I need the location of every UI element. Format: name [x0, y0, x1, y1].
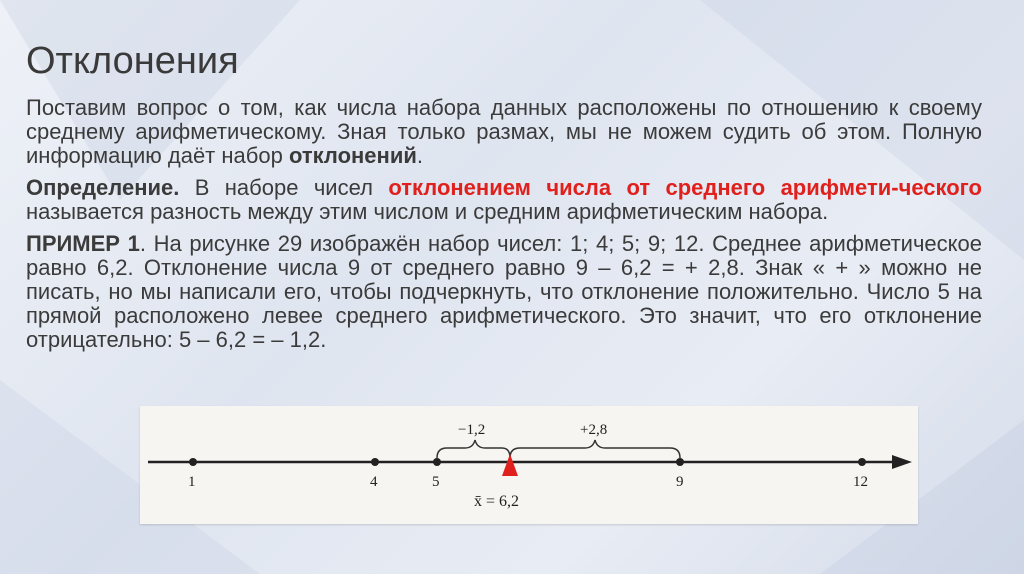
number-line-figure: [140, 406, 918, 524]
paragraph-definition: [26, 176, 982, 224]
point-label-5: 5: [432, 474, 440, 490]
point-9: [676, 458, 684, 490]
intro-bold-term: отклонений: [288, 143, 417, 168]
number-line-svg: [140, 406, 918, 524]
point-label-12: 12: [853, 474, 868, 490]
definition-label: Определение.: [26, 175, 180, 200]
point-5: [432, 458, 441, 490]
definition-term: отклонением числа от среднего арифмети-ческого: [388, 175, 982, 200]
paragraph-intro: [26, 96, 982, 168]
point-label-1: 1: [188, 474, 196, 490]
mean-label: x̄ = 6,2: [474, 493, 520, 510]
point-1: [188, 458, 197, 490]
deviation-right-label: +2,8: [580, 422, 608, 438]
axis-arrow-icon: [892, 455, 912, 469]
point-label-4: 4: [370, 474, 378, 490]
brace-right: [510, 440, 680, 458]
point-label-9: 9: [676, 474, 684, 490]
paragraph-example: [26, 232, 982, 352]
definition-mid: В наборе чисел: [179, 175, 389, 200]
mean-marker-icon: [502, 454, 518, 476]
definition-rest: называется разность между этим числом и средним арифметическим набора.: [26, 199, 829, 224]
example-label: ПРИМЕР 1: [26, 231, 140, 256]
slide-title: Отклонения: [26, 40, 239, 82]
brace-left: [437, 440, 510, 458]
example-text: . На рисунке 29 изображён набор чисел: 1; 4; 5; 9; 12. Среднее арифметическое равно 6,2. Отклонение числа 9 от среднего равно 9 – 6,2 = + 2,8. Знак « + » можно не писать, но мы написали его, чтобы подчеркнуть, что отклонение положительно. Число 5 на прямой расположено левее среднего арифметического. Это значит, что его отклонение отрицательно: 5 – 6,2 = – 1,2.: [26, 231, 982, 352]
point-4: [370, 458, 379, 490]
intro-end: .: [416, 143, 423, 168]
intro-text: Поставим вопрос о том, как числа набора данных расположены по отношению к своему среднему арифметическому. Зная только размах, мы не можем судить об этом. Полную информацию даёт набор: [26, 95, 982, 168]
deviation-left-label: −1,2: [458, 422, 486, 438]
slide-body: [26, 96, 982, 360]
